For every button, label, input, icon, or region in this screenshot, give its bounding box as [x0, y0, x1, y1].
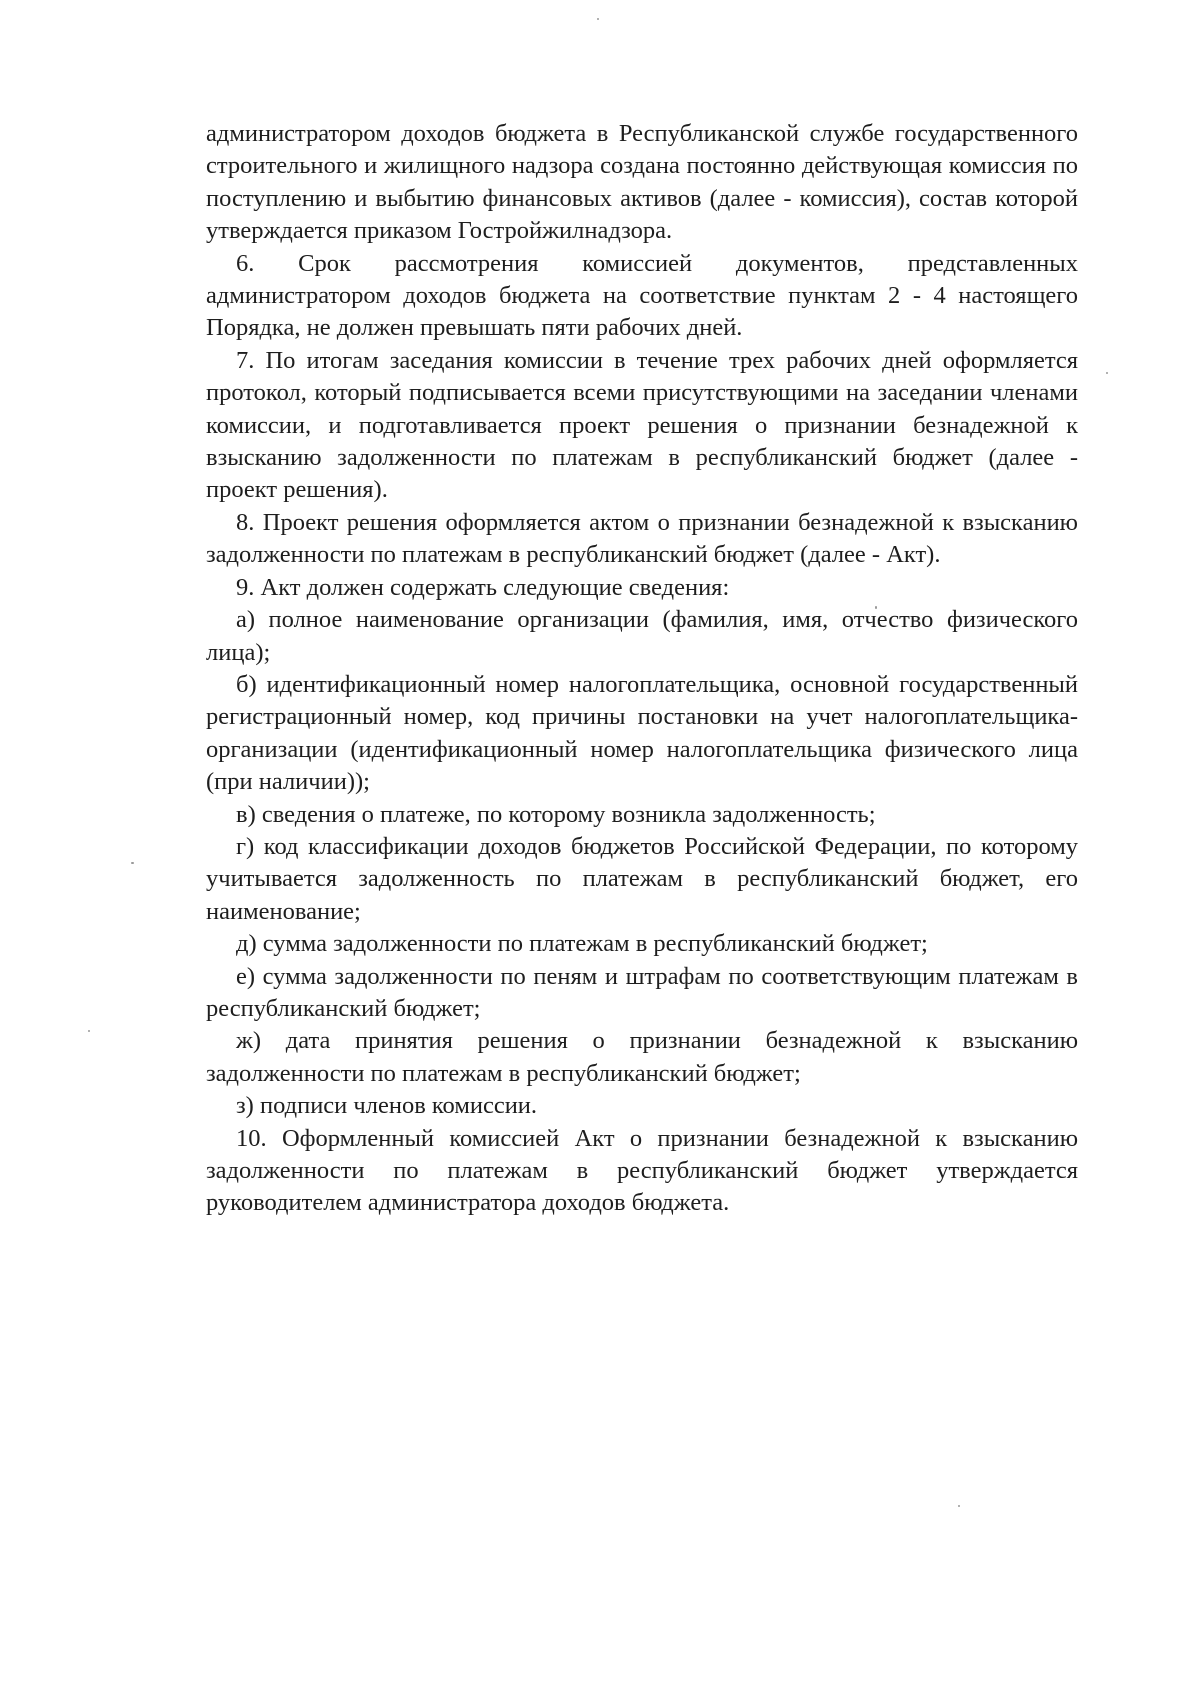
scan-speck [88, 1030, 90, 1032]
paragraph-9zh: ж) дата принятия решения о признании безнадежной к взысканию задолженности по платежам в республиканский бюджет; [206, 1027, 1078, 1087]
paragraph-9g: г) код классификации доходов бюджетов Российской Федерации, по которому учитывается задолженность по платежам в республиканский бюджет, его наименование; [206, 832, 1078, 925]
scan-speck [958, 1505, 960, 1507]
paragraph-9z: з) подписи членов комиссии. [236, 1092, 538, 1120]
paragraph-9d: д) сумма задолженности по платежам в республиканский бюджет; [236, 930, 928, 958]
paragraph-9: 9. Акт должен содержать следующие сведения: [236, 573, 730, 601]
scan-speck [1106, 372, 1108, 374]
paragraph-7: 7. По итогам заседания комиссии в течение трех рабочих дней оформляется протокол, который подписывается всеми присутствующими на заседании членами комиссии, и подготавливается проект решения о признании безнадежной к взысканию задолженности по платежам в республиканский бюджет (далее - проект решения). [206, 346, 1078, 504]
paragraph-9a: а) полное наименование организации (фамилия, имя, отчество физического лица); [206, 606, 1078, 666]
paragraph-9b: б) идентификационный номер налогоплательщика, основной государственный регистрационный номер, код причины постановки на учет налогоплательщика-организации (идентификационный номер налогоплательщика физического лица (при наличии)); [206, 670, 1078, 796]
paragraph-8: 8. Проект решения оформляется актом о признании безнадежной к взысканию задолженности по платежам в республиканский бюджет (далее - Акт). [206, 508, 1078, 569]
document-body [206, 118, 1078, 1220]
scan-speck [597, 18, 599, 20]
paragraph-continuation: администратором доходов бюджета в Республиканской службе государственного строительного и жилищного надзора создана постоянно действующая комиссия по поступлению и выбытию финансовых активов (далее - комиссия), состав которой утверждается приказом Гостройжилнадзора. [206, 120, 1078, 245]
scan-speck [131, 862, 134, 864]
paragraph-10: 10. Оформленный комиссией Акт о признании безнадежной к взысканию задолженности по платежам в республиканский бюджет утверждается руководителем администратора доходов бюджета. [206, 1124, 1078, 1217]
paragraph-9v: в) сведения о платеже, по которому возникла задолженность; [236, 800, 876, 828]
paragraph-9e: е) сумма задолженности по пеням и штрафам по соответствующим платежам в республиканский бюджет; [206, 962, 1078, 1022]
paragraph-6: 6. Срок рассмотрения комиссией документов, представленных администратором доходов бюджета на соответствие пунктам 2 - 4 настоящего Порядка, не должен превышать пяти рабочих дней. [206, 249, 1078, 342]
